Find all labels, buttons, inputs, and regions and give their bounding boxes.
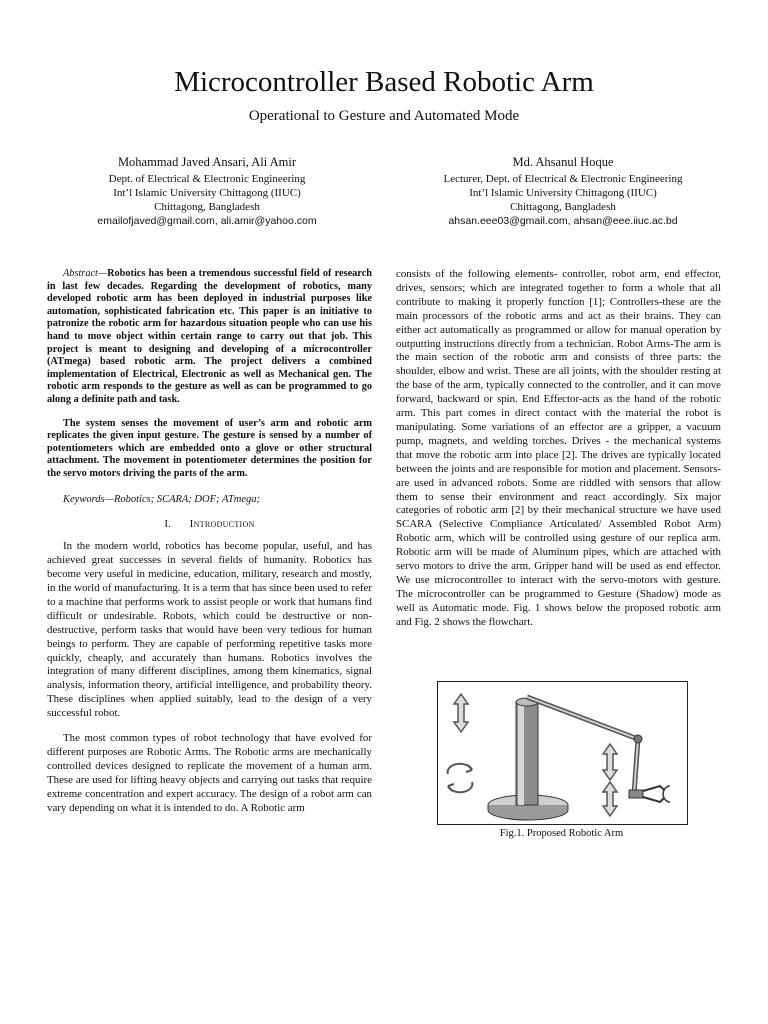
intro-paragraph-2: The most common types of robot technology that have evolved for different purposes are Robotic Arms. The Robotic arms are mechanically controlled devices designed to replicate the movement of a human arm. These are used for lifting heavy objects and carrying out tasks that require extreme concentration and expert accuracy. The design of a robot arm can vary depending on what it is intended to do. A Robotic arm	[47, 732, 372, 814]
author-city: Chittagong, Bangladesh	[154, 201, 260, 213]
abstract-paragraph-1	[47, 268, 372, 407]
author-block-2	[393, 154, 733, 228]
section-title: Introduction	[189, 518, 255, 531]
robotic-arm-illustration	[438, 682, 687, 824]
abstract-paragraph-2: The system senses the movement of user’s arm and robotic arm replicates the given input gesture. The gesture is sensed by a number of potentiometers which are embedded onto a glove or other structural attachment. The movement in potentiometer determines the position for the servo motors driving the parts of the arm.	[47, 417, 372, 479]
right-column	[396, 268, 721, 641]
paper-title: Microcontroller Based Robotic Arm	[174, 66, 594, 98]
author-univ: Int’l Islamic University Chittagong (IIUC)	[469, 187, 657, 199]
keywords: Keywords—Robotics; SCARA; DOF; ATmega;	[63, 493, 261, 505]
author-name: Mohammad Javed Ansari, Ali Amir	[117, 155, 297, 169]
robotic-arm-figure	[437, 681, 688, 825]
intro-paragraph-1: In the modern world, robotics has become popular, useful, and has achieved great successes in several fields of humanity. Robotics has become very useful in medicine, education, military, research and mostly, in the world of manufacturing. It is a term that has since been used to refer to a machine that performs work to assist people or work that humans find difficult or undesirable. Robots, which could be destructive or non- destructive, perform tasks that would have been very tedious for human beings to perform. They are capable of performing repetitive tasks more quickly, cheaply, and accurately than humans. Robotics involves the integration of many different disciplines, among them kinematics, signal analysis, information theory, artificial intelligence, and probability theory. These disciplines when applied suitably, lead to the design of a very successful robot.	[47, 540, 372, 720]
author-email: emailofjaved@gmail.com, ali.amir@yahoo.com	[97, 215, 317, 227]
abstract-text-1: Robotics has been a tremendous successful field of research in last few decades. Regarding the development of robotics, many developed robotic arm has been deployed in industrial purposes like automation, sophisticated fabrication etc. This paper is an initiative to patronize the robotic arm for hazardous situation people who can use his hand to move object within certain range to carry out that job. This project is meant to designing and developing of a microcontroller (ATmega) based robotic arm. The project delivers a combined implementation of Electrical, Electronic as well as Mechanical gen. The robotic arm responds to the gesture as well as can be programmed to go along a definite path and task.	[47, 268, 372, 405]
right-column-paragraph: consists of the following elements- controller, robot arm, end effector, drives, sensors; which are integrated together to form a whole that all contribute to making it properly function [1]; Controllers-these are the main processors of the robotic arms and act as their brains. They can either act automatically as programmed or allow for manual operation by outputting instructions directly from a technician. Robot Arms-The arm is the main section of the robotic arm and consists of three parts: the shoulder, elbow and wrist. These are all joints, with the shoulder resting at the base of the arm, typically connected to the controller, and it can move forward, backward or spin. End Effector-acts as the hand of the robotic arm. This part comes in direct contact with the material the robot is manipulating. Some variations of an effector are a gripper, a vacuum pump, magnets, and welding torches. Drives - the mechanical systems that move the robotic arm into place [2]. The drives are typically located between the joints and are responsible for motion and placement. Sensors-are used in advanced robots. Some are riddled with sensors that allow them to sense their environment and react accordingly. Six major categories of robotic arm [2] by their mechanical structure we have used SCARA (Selective Compliance Articulated/ Assembled Robot Arm) Robotic arm, which will be controlled using gesture of our replica arm. Robotic arm will be made of Aluminum pipes, which are attached with servo motors to drive the arm. Gripper hand will be used as end effector. We use microcontroller to interact with the servo-motors with gesture. The microcontroller can be programmed to Gesture (Shadow) mode as well as Automatic mode. Fig. 1 shows below the proposed robotic arm and Fig. 2 shows the flowchart.	[396, 268, 721, 628]
author-email: ahsan.eee03@gmail.com, ahsan@eee.iiuc.ac.bd	[448, 215, 678, 227]
section-heading-introduction	[47, 518, 372, 532]
author-name: Md. Ahsanul Hoque	[512, 155, 614, 169]
author-city: Chittagong, Bangladesh	[510, 201, 616, 213]
abstract-label: Abstract—	[63, 268, 108, 279]
author-block-1	[37, 154, 377, 228]
left-column	[47, 268, 372, 827]
section-number: I.	[164, 518, 172, 531]
paper-subtitle: Operational to Gesture and Automated Mode	[248, 108, 520, 124]
author-univ: Int’l Islamic University Chittagong (IIUC)	[113, 187, 301, 199]
author-dept: Lecturer, Dept. of Electrical & Electronic Engineering	[443, 173, 683, 185]
author-dept: Dept. of Electrical & Electronic Engineering	[108, 173, 306, 185]
figure-caption: Fig.1. Proposed Robotic Arm	[499, 828, 624, 839]
